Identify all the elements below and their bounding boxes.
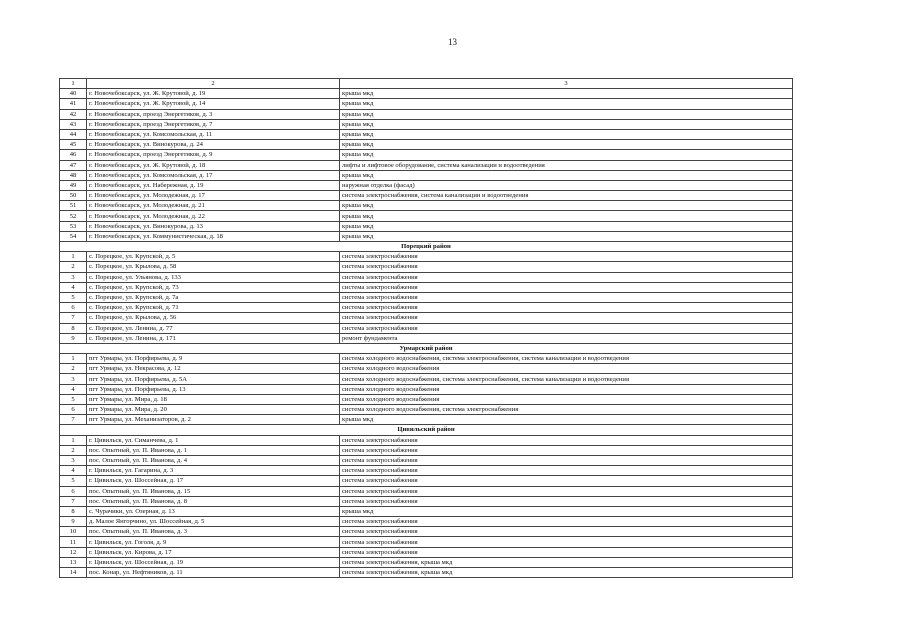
address-cell: г. Новочебоксарск, ул. Молодежная, д. 21 — [87, 201, 340, 211]
row-number-cell: 13 — [60, 557, 87, 567]
address-cell: г. Новочебоксарск, ул. Молодежная, д. 22 — [87, 211, 340, 221]
table-row — [60, 466, 793, 476]
repair-work-cell: крыша мкд — [340, 201, 793, 211]
row-number-cell: 1 — [60, 435, 87, 445]
table-row — [60, 262, 793, 272]
table-row — [60, 89, 793, 99]
repair-work-cell: крыша мкд — [340, 109, 793, 119]
row-number-cell: 4 — [60, 282, 87, 292]
repair-work-cell: система электроснабжения — [340, 496, 793, 506]
row-number-cell: 54 — [60, 231, 87, 241]
repair-work-cell: система электроснабжения — [340, 282, 793, 292]
repair-work-cell: лифты и лифтовое оборудование, система канализации и водоотведения — [340, 160, 793, 170]
address-cell: г. Новочебоксарск, ул. Комсомольская, д. 17 — [87, 170, 340, 180]
address-cell: пгт Урмары, ул. Некрасова, д. 12 — [87, 364, 340, 374]
row-number-cell: 9 — [60, 333, 87, 343]
address-cell: с. Порецкое, ул. Крылова, д. 56 — [87, 313, 340, 323]
repair-work-cell: система электроснабжения — [340, 517, 793, 527]
table-row — [60, 557, 793, 567]
row-number-cell: 5 — [60, 394, 87, 404]
table-row — [60, 313, 793, 323]
row-number-cell: 6 — [60, 405, 87, 415]
table-row — [60, 527, 793, 537]
table-row — [60, 394, 793, 404]
row-number-cell: 3 — [60, 455, 87, 465]
table-row — [60, 547, 793, 557]
address-cell: пгт Урмары, ул. Механизаторов, д. 2 — [87, 415, 340, 425]
repair-work-cell: система электроснабжения — [340, 445, 793, 455]
address-cell: г. Цивильск, ул. Кирова, д. 17 — [87, 547, 340, 557]
repair-work-cell: крыша мкд — [340, 221, 793, 231]
table-row — [60, 323, 793, 333]
repair-work-cell: система электроснабжения, крыша мкд — [340, 568, 793, 578]
repair-work-cell: крыша мкд — [340, 170, 793, 180]
repair-work-cell: система электроснабжения — [340, 547, 793, 557]
address-cell: г. Новочебоксарск, ул. Ж. Крутовой, д. 19 — [87, 89, 340, 99]
address-cell: пгт Урмары, ул. Порфирьева, д. 13 — [87, 384, 340, 394]
table-row — [60, 364, 793, 374]
repair-work-cell: система холодного водоснабжения — [340, 394, 793, 404]
row-number-cell: 2 — [60, 364, 87, 374]
repair-work-cell: крыша мкд — [340, 506, 793, 516]
repair-work-cell: система электроснабжения — [340, 455, 793, 465]
table-row — [60, 445, 793, 455]
address-cell: с. Порецкое, ул. Крупской, д. 71 — [87, 303, 340, 313]
address-cell: г. Новочебоксарск, проезд Энергетиков, д. 7 — [87, 119, 340, 129]
table-row — [60, 568, 793, 578]
repair-work-cell: крыша мкд — [340, 89, 793, 99]
district-heading: Цивильский район — [60, 425, 793, 435]
repair-work-cell: система холодного водоснабжения — [340, 364, 793, 374]
row-number-cell: 5 — [60, 292, 87, 302]
repair-work-cell: система электроснабжения — [340, 262, 793, 272]
address-cell: г. Новочебоксарск, ул. Винокурова, д. 24 — [87, 140, 340, 150]
address-cell: г. Новочебоксарск, проезд Энергетиков, д. 9 — [87, 150, 340, 160]
row-number-cell: 5 — [60, 476, 87, 486]
table-row — [60, 537, 793, 547]
repair-work-cell: система электроснабжения — [340, 313, 793, 323]
row-number-cell: 10 — [60, 527, 87, 537]
address-cell: пос. Опытный, ул. П. Иванова, д. 8 — [87, 496, 340, 506]
repair-work-cell: система электроснабжения — [340, 435, 793, 445]
table-row — [60, 415, 793, 425]
row-number-cell: 4 — [60, 384, 87, 394]
repair-work-cell: система холодного водоснабжения, система электроснабжения — [340, 405, 793, 415]
address-cell: пгт Урмары, ул. Порфирьева, д. 5А — [87, 374, 340, 384]
row-number-cell: 9 — [60, 517, 87, 527]
table-row — [60, 231, 793, 241]
row-number-cell: 46 — [60, 150, 87, 160]
address-cell: с. Порецкое, ул. Крупской, д. 5 — [87, 252, 340, 262]
address-cell: г. Цивильск, ул. Гоголя, д. 9 — [87, 537, 340, 547]
repair-work-cell: наружная отделка (фасад) — [340, 180, 793, 190]
address-cell: г. Новочебоксарск, ул. Ж. Крутовой, д. 14 — [87, 99, 340, 109]
address-cell: пгт Урмары, ул. Мира, д. 20 — [87, 405, 340, 415]
repair-work-cell: крыша мкд — [340, 129, 793, 139]
row-number-cell: 7 — [60, 496, 87, 506]
address-cell: с. Порецкое, ул. Крупской, д. 73 — [87, 282, 340, 292]
row-number-cell: 7 — [60, 415, 87, 425]
repair-work-cell: система холодного водоснабжения, система электроснабжения, система канализации и водоотведения — [340, 354, 793, 364]
address-cell: д. Малое Янгорчино, ул. Шоссейная, д. 5 — [87, 517, 340, 527]
row-number-cell: 8 — [60, 506, 87, 516]
table-row — [60, 272, 793, 282]
repair-work-cell: крыша мкд — [340, 150, 793, 160]
row-number-cell: 8 — [60, 323, 87, 333]
repair-work-cell: система электроснабжения — [340, 323, 793, 333]
column-number-1: 1 — [60, 79, 87, 89]
address-cell: пгт Урмары, ул. Порфирьева, д. 9 — [87, 354, 340, 364]
district-heading-row — [60, 425, 793, 435]
table-row — [60, 405, 793, 415]
page-number: 13 — [448, 37, 457, 47]
row-number-cell: 45 — [60, 140, 87, 150]
address-cell: пос. Опытный, ул. П. Иванова, д. 15 — [87, 486, 340, 496]
district-heading-row — [60, 343, 793, 353]
address-cell: с. Порецкое, ул. Крупской, д. 7а — [87, 292, 340, 302]
row-number-cell: 42 — [60, 109, 87, 119]
repair-work-cell: система электроснабжения — [340, 466, 793, 476]
address-cell: г. Новочебоксарск, ул. Комсомольская, д. 11 — [87, 129, 340, 139]
row-number-cell: 53 — [60, 221, 87, 231]
table-row — [60, 292, 793, 302]
address-cell: пос. Опытный, ул. П. Иванова, д. 3 — [87, 527, 340, 537]
address-cell: г. Цивильск, ул. Шоссейная, д. 17 — [87, 476, 340, 486]
repair-work-cell: крыша мкд — [340, 415, 793, 425]
table-row — [60, 354, 793, 364]
table-row — [60, 170, 793, 180]
district-heading-row — [60, 242, 793, 252]
row-number-cell: 40 — [60, 89, 87, 99]
row-number-cell: 1 — [60, 354, 87, 364]
repair-work-cell: система холодного водоснабжения — [340, 384, 793, 394]
address-cell: с. Порецкое, ул. Ульянова, д. 133 — [87, 272, 340, 282]
table-row — [60, 221, 793, 231]
table-row — [60, 109, 793, 119]
address-cell: г. Новочебоксарск, ул. Коммунистическая, д. 18 — [87, 231, 340, 241]
district-heading: Порецкий район — [60, 242, 793, 252]
address-cell: г. Новочебоксарск, ул. Молодежная, д. 17 — [87, 191, 340, 201]
address-cell: г. Новочебоксарск, проезд Энергетиков, д. 3 — [87, 109, 340, 119]
address-cell: пос. Опытный, ул. П. Иванова, д. 1 — [87, 445, 340, 455]
address-cell: г. Цивильск, ул. Шоссейная, д. 19 — [87, 557, 340, 567]
table-row — [60, 140, 793, 150]
row-number-cell: 2 — [60, 445, 87, 455]
table-row — [60, 201, 793, 211]
column-number-3: 3 — [340, 79, 793, 89]
repair-work-cell: система электроснабжения — [340, 292, 793, 302]
address-cell: пгт Урмары, ул. Мира, д. 18 — [87, 394, 340, 404]
table-row — [60, 119, 793, 129]
address-cell: г. Цивильск, ул. Симанчева, д. 1 — [87, 435, 340, 445]
row-number-cell: 48 — [60, 170, 87, 180]
row-number-cell: 51 — [60, 201, 87, 211]
row-number-cell: 44 — [60, 129, 87, 139]
address-cell: с. Порецкое, ул. Ленина, д. 171 — [87, 333, 340, 343]
repair-work-cell: крыша мкд — [340, 231, 793, 241]
repair-work-cell: система электроснабжения — [340, 252, 793, 262]
table-row — [60, 129, 793, 139]
table-row — [60, 211, 793, 221]
repair-work-cell: ремонт фундамента — [340, 333, 793, 343]
repair-work-cell: система электроснабжения, крыша мкд — [340, 557, 793, 567]
address-cell: г. Цивильск, ул. Гагарина, д. 3 — [87, 466, 340, 476]
table-row — [60, 517, 793, 527]
table-row — [60, 435, 793, 445]
table-row — [60, 252, 793, 262]
row-number-cell: 11 — [60, 537, 87, 547]
address-cell: г. Новочебоксарск, ул. Набережная, д. 19 — [87, 180, 340, 190]
table-row — [60, 476, 793, 486]
address-cell: с. Порецкое, ул. Ленина, д. 77 — [87, 323, 340, 333]
address-cell: пос. Конар, ул. Нефтяников, д. 11 — [87, 568, 340, 578]
table-row — [60, 455, 793, 465]
row-number-cell: 41 — [60, 99, 87, 109]
table-row — [60, 384, 793, 394]
repair-work-cell: система электроснабжения — [340, 486, 793, 496]
repair-registry-table — [59, 78, 793, 578]
repair-work-cell: система электроснабжения — [340, 303, 793, 313]
row-number-cell: 12 — [60, 547, 87, 557]
row-number-cell: 6 — [60, 303, 87, 313]
table-row — [60, 180, 793, 190]
table-row — [60, 282, 793, 292]
row-number-cell: 2 — [60, 262, 87, 272]
row-number-cell: 3 — [60, 374, 87, 384]
row-number-cell: 14 — [60, 568, 87, 578]
table-row — [60, 333, 793, 343]
table-row — [60, 160, 793, 170]
row-number-cell: 7 — [60, 313, 87, 323]
row-number-cell: 49 — [60, 180, 87, 190]
repair-work-cell: система электроснабжения, система канализации и водоотведения — [340, 191, 793, 201]
row-number-cell: 52 — [60, 211, 87, 221]
district-heading: Урмарский район — [60, 343, 793, 353]
row-number-cell: 3 — [60, 272, 87, 282]
repair-work-cell: система электроснабжения — [340, 476, 793, 486]
row-number-cell: 43 — [60, 119, 87, 129]
repair-work-cell: крыша мкд — [340, 119, 793, 129]
row-number-cell: 1 — [60, 252, 87, 262]
table-body — [60, 79, 793, 578]
table-row — [60, 99, 793, 109]
repair-work-cell: система электроснабжения — [340, 537, 793, 547]
address-cell: с. Порецкое, ул. Крылова, д. 58 — [87, 262, 340, 272]
repair-work-cell: система холодного водоснабжения, система электроснабжения, система канализации и водоотведения — [340, 374, 793, 384]
column-number-2: 2 — [87, 79, 340, 89]
table-row — [60, 486, 793, 496]
address-cell: г. Новочебоксарск, ул. Винокурова, д. 13 — [87, 221, 340, 231]
row-number-cell: 47 — [60, 160, 87, 170]
repair-work-cell: крыша мкд — [340, 99, 793, 109]
row-number-cell: 50 — [60, 191, 87, 201]
table-row — [60, 303, 793, 313]
repair-work-cell: крыша мкд — [340, 211, 793, 221]
address-cell: пос. Опытный, ул. П. Иванова, д. 4 — [87, 455, 340, 465]
repair-work-cell: крыша мкд — [340, 140, 793, 150]
address-cell: г. Новочебоксарск, ул. Ж. Крутовой, д. 18 — [87, 160, 340, 170]
table-row — [60, 506, 793, 516]
table-row — [60, 150, 793, 160]
repair-work-cell: система электроснабжения — [340, 527, 793, 537]
row-number-cell: 4 — [60, 466, 87, 476]
table-row — [60, 496, 793, 506]
table-row — [60, 191, 793, 201]
table-row — [60, 374, 793, 384]
column-number-row — [60, 79, 793, 89]
address-cell: с. Чурачики, ул. Озерная, д. 13 — [87, 506, 340, 516]
row-number-cell: 6 — [60, 486, 87, 496]
repair-work-cell: система электроснабжения — [340, 272, 793, 282]
